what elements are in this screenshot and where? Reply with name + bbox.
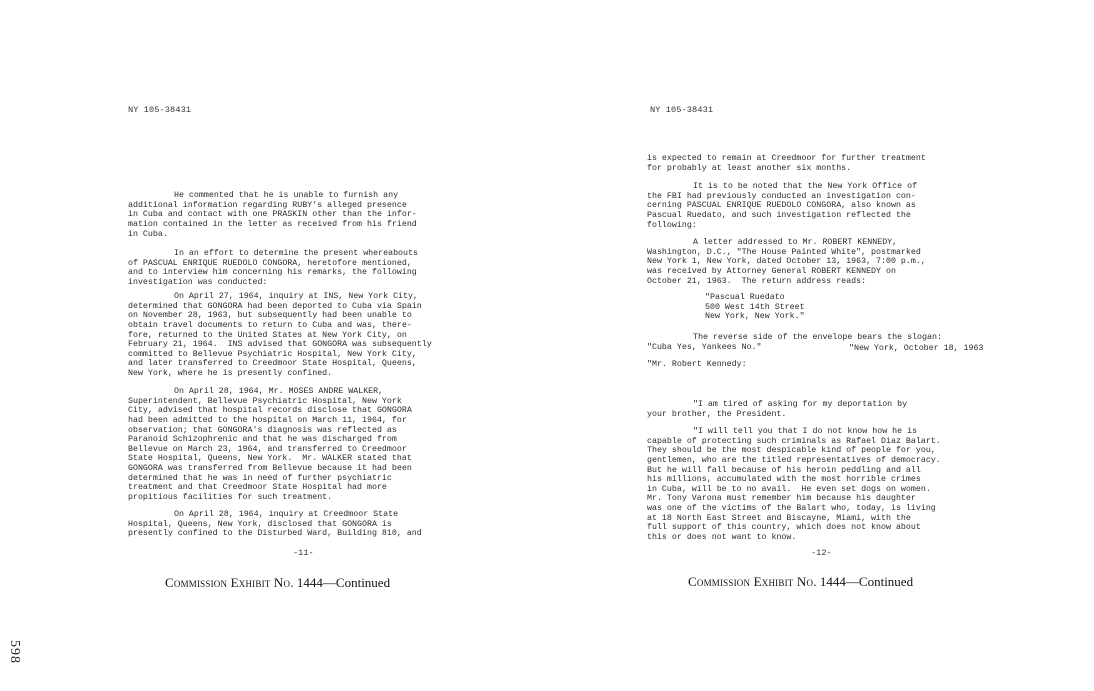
volume-page-number: 598 (7, 640, 22, 664)
right-page (547, 0, 1094, 691)
paragraph-text: "I will tell you that I do not know how he is capable of protecting such criminals as Rafael Diaz Balart. They should be the most despicable kind of people for you, gentlemen, who are the titled representatives of democracy. But he will fall because of his heroin peddling and all his millions, accumulated with the most horrible crimes in Cuba, will be to no avail. He even set dogs on women. Mr. Tony Varona must remember him because his daughter was one of the victims of the Balart who, today, is living at 18 North East Street and Biscayne, Miami, with the full support of this country, which does not know about this or does not want to know. (647, 427, 941, 542)
return-address: "Pascual Ruedato 500 West 14th Street New York, New York." (705, 293, 805, 322)
paragraph-text: On April 28, 1964, Mr. MOSES ANDRE WALKER, Superintendent, Bellevue Psychiatric Hospital, New York City, advised that hospital records disclose that GONGORA had been admitted to the hospital on March 11, 1964, for observation; that GONGORA's diagnosis was reflected as Paranoid Schizophrenic and that he was discharged from Bellevue on March 23, 1964, and transferred to Creedmoor State Hospital, Queens, New York. Mr. WALKER stated that GONGORA was transferred from Bellevue because it had been determined that he was in need of further psychiatric treatment and that Creedmoor State Hospital had more propitious facilities for such treatment. (128, 387, 412, 502)
caption-prefix: Commission Exhibit No. (165, 575, 294, 590)
letter-date: "New York, October 18, 1963 (849, 344, 984, 353)
paragraph-text: On April 28, 1964, inquiry at Creedmoor State Hospital, Queens, New York, disclosed that GONGORA is presently confined to the Disturbed Ward, Building 810, and (128, 510, 422, 539)
page-number: -11- (293, 548, 314, 558)
paragraph-text: On April 27, 1964, inquiry at INS, New York City, determined that GONGORA had been deported to Cuba via Spain on November 28, 1963, but subsequently had been unable to obtain travel documents to return to Cuba and was, there- fore, returned to the United States at New York City, on February 21, 1964. INS advised that GONGORA was subsequently committed to Bellevue Psychiatric Hospital, New York City, and later transferred to Creedmoor State Hospital, Queens, New York, where he is presently confined. (128, 292, 432, 378)
letter-salutation: "Mr. Robert Kennedy: (647, 360, 747, 369)
caption-prefix: Commission Exhibit No. (688, 574, 817, 589)
body-paragraph (647, 408, 977, 562)
paragraph-text: It is to be noted that the New York Office of the FBI had previously conducted an investigation con- cerning PASCUAL ENRIQUE RUEDOLO CONGORA, also known as Pascual Ruedato, and such investigation reflected the following: (647, 182, 918, 230)
paragraph-text: In an effort to determine the present whereabouts of PASCUAL ENRIQUE RUEDOLO CONGORA, heretofore mentioned, and to interview him concerning his remarks, the following investigation was conducted: (128, 249, 418, 287)
paragraph-text: The reverse side of the envelope bears the slogan: "Cuba Yes, Yankees No." (647, 333, 942, 352)
paragraph-text: A letter addressed to Mr. ROBERT KENNEDY, Washington, D.C., "The House Painted White", postmarked New York 1, New York, dated October 13, 1963, 7:00 p.m., was received by Attorney General ROBERT KENNEDY on October 21, 1963. The return address reads: (647, 238, 926, 286)
paragraph-text: is expected to remain at Creedmoor for further treatment for probably at least another six months. (647, 154, 926, 173)
page-number: -12- (811, 548, 832, 558)
file-reference: NY 105-38431 (128, 105, 192, 115)
exhibit-caption (688, 574, 913, 590)
paragraph-text: He commented that he is unable to furnish any additional information regarding RUBY's alleged presence in Cuba and contact with one PRASKIN other than the infor- mation contained in the letter as received from his friend in Cuba. (128, 191, 417, 239)
exhibit-caption (165, 575, 390, 591)
file-reference: NY 105-38431 (650, 105, 714, 115)
caption-suffix: 1444—Continued (819, 574, 914, 589)
paragraph-text: "I am tired of asking for my deportation by your brother, the President. (647, 400, 908, 419)
caption-suffix: 1444—Continued (296, 575, 391, 590)
